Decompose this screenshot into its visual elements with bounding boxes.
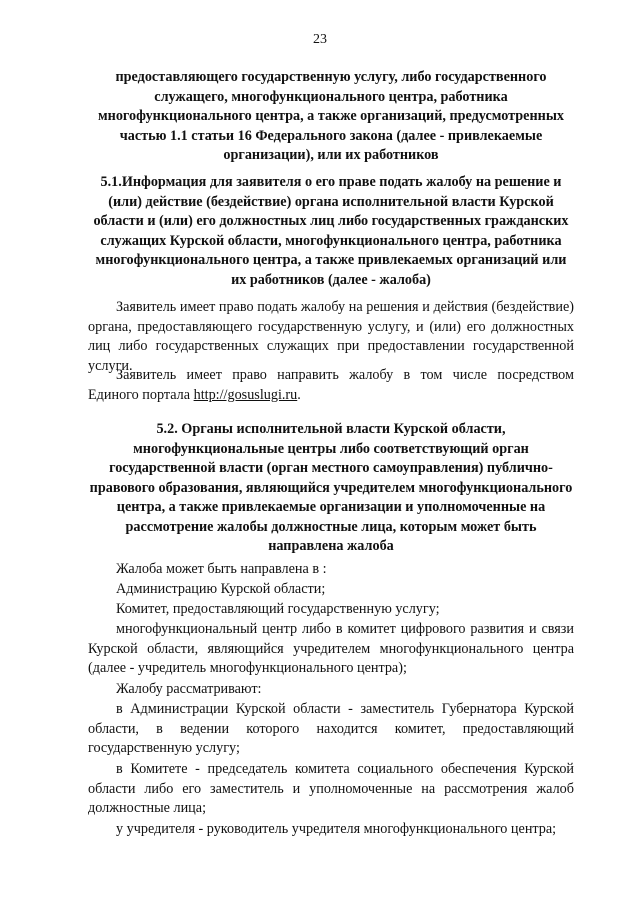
gosuslugi-link[interactable]: http://gosuslugi.ru [193,386,298,403]
section-5-1-paragraph-2 [88,366,574,405]
intro-heading: предоставляющего государственную услугу, либо государственного служащего, многофункционального центра, работника многофункционального центра, а также организаций, предусмотренных частью 1.1 статьи 16 Федерального закона (далее - привлекаемые организации), или их работников [98,69,564,163]
section-5-2-paragraph-4: многофункциональный центр либо в комитет цифрового развития и связи Курской области, являющийся учредителем многофункционального центра (далее - учредитель многофункционального центра); [88,621,574,676]
paragraph-2-end: . [297,386,301,403]
section-5-2-paragraph-6: в Администрации Курской области - заместитель Губернатора Курской области, в ведении которого находится комитет, предоставляющий государственную услугу; [88,701,574,756]
section-5-2-heading: 5.2. Органы исполнительной власти Курской области, многофункциональные центры либо соответствующий орган государственной власти (орган местного самоуправления) публично-правового образования, являющийся учредителем многофункционального центра, а также привлекаемые организации и уполномоченные на рассмотрение жалобы должностные лица, которым может быть направлена жалоба [89,421,573,554]
section-5-2-paragraph-2: Администрацию Курской области; [116,581,326,597]
section-5-2-paragraph-1: Жалоба может быть направлена в : [116,561,327,577]
section-5-1-paragraph-1: Заявитель имеет право подать жалобу на решения и действия (бездействие) органа, предоставляющего государственную услугу, и (или) его должностных лиц либо государственных служащих при предоставлении государственной услуги. [88,299,574,374]
section-5-1-heading: 5.1.Информация для заявителя о его праве подать жалобу на решение и (или) действие (бездействие) органа исполнительной власти Курской области и (или) его должностных лиц либо государственных гражданских служащих Курской области, многофункционального центра, работника многофункционального центра, а также привлекаемых организаций или их работников (далее - жалоба) [93,174,569,288]
section-5-2-paragraph-7: в Комитете - председатель комитета социального обеспечения Курской области либо его заместитель и уполномоченные на рассмотрения жалоб должностные лица; [88,761,574,816]
section-5-2-paragraph-3: Комитет, предоставляющий государственную услугу; [116,601,440,617]
section-5-2-paragraph-8: у учредителя - руководитель учредителя многофункционального центра; [116,821,557,837]
page-number: 23 [313,32,327,47]
paragraph-2-text: Заявитель имеет право направить жалобу в том числе посредством Единого портала [88,367,574,403]
section-5-2-paragraph-5: Жалобу рассматривают: [116,681,262,697]
